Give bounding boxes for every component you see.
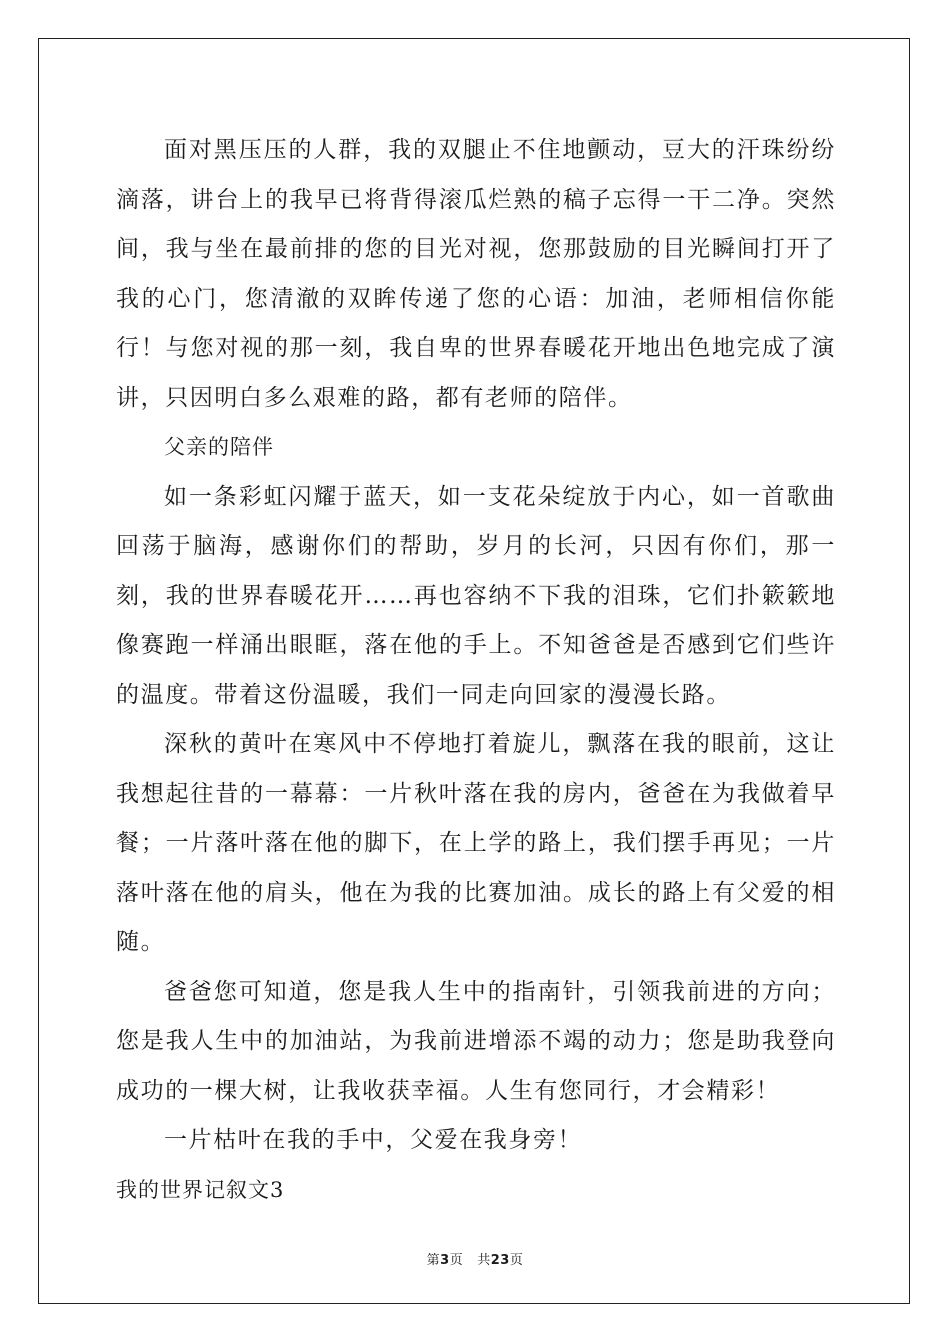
page-prefix: 第 [426, 1253, 441, 1268]
paragraph: 深秋的黄叶在寒风中不停地打着旋儿，飘落在我的眼前，这让我想起往昔的一幕幕：一片秋叶落在我的房内，爸爸在为我做着早餐；一片落叶落在他的脚下，在上学的路上，我们摆手再见；一片落叶落在他的肩头，他在为我的比赛加油。成长的路上有父爱的相随。 [116, 731, 836, 955]
page-footer [0, 1249, 950, 1268]
page-suffix: 页 [449, 1253, 464, 1268]
document-body [116, 126, 836, 1215]
paragraph: 爸爸您可知道，您是我人生中的指南针，引领我前进的方向；您是我人生中的加油站，为我前进增添不竭的动力；您是助我登向成功的一棵大树，让我收获幸福。人生有您同行，才会精彩！ [116, 978, 836, 1104]
total-suffix: 页 [509, 1253, 524, 1268]
paragraph: 如一条彩虹闪耀于蓝天，如一支花朵绽放于内心，如一首歌曲回荡于脑海，感谢你们的帮助，岁月的长河，只因有你们，那一刻，我的世界春暖花开……再也容纳不下我的泪珠，它们扑簌簌地像赛跑一样涌出眼眶，落在他的手上。不知爸爸是否感到它们些许的温度。带着这份温暖，我们一同走向回家的漫漫长路。 [116, 483, 836, 708]
section-title: 我的世界记叙文3 [116, 1177, 285, 1202]
page-total: 23 [490, 1253, 510, 1268]
page-current: 3 [440, 1253, 450, 1268]
paragraph: 面对黑压压的人群，我的双腿止不住地颤动，豆大的汗珠纷纷滴落，讲台上的我早已将背得滚瓜烂熟的稿子忘得一干二净。突然间，我与坐在最前排的您的目光对视，您那鼓励的目光瞬间打开了我的心门，您清澈的双眸传递了您的心语：加油，老师相信你能行！与您对视的那一刻，我自卑的世界春暖花开地出色地完成了演讲，只因明白多么艰难的路，都有老师的陪伴。 [116, 137, 836, 411]
subheading: 父亲的陪伴 [164, 435, 274, 459]
paragraph: 一片枯叶在我的手中，父爱在我身旁！ [164, 1127, 583, 1153]
total-prefix: 共 [477, 1253, 491, 1268]
